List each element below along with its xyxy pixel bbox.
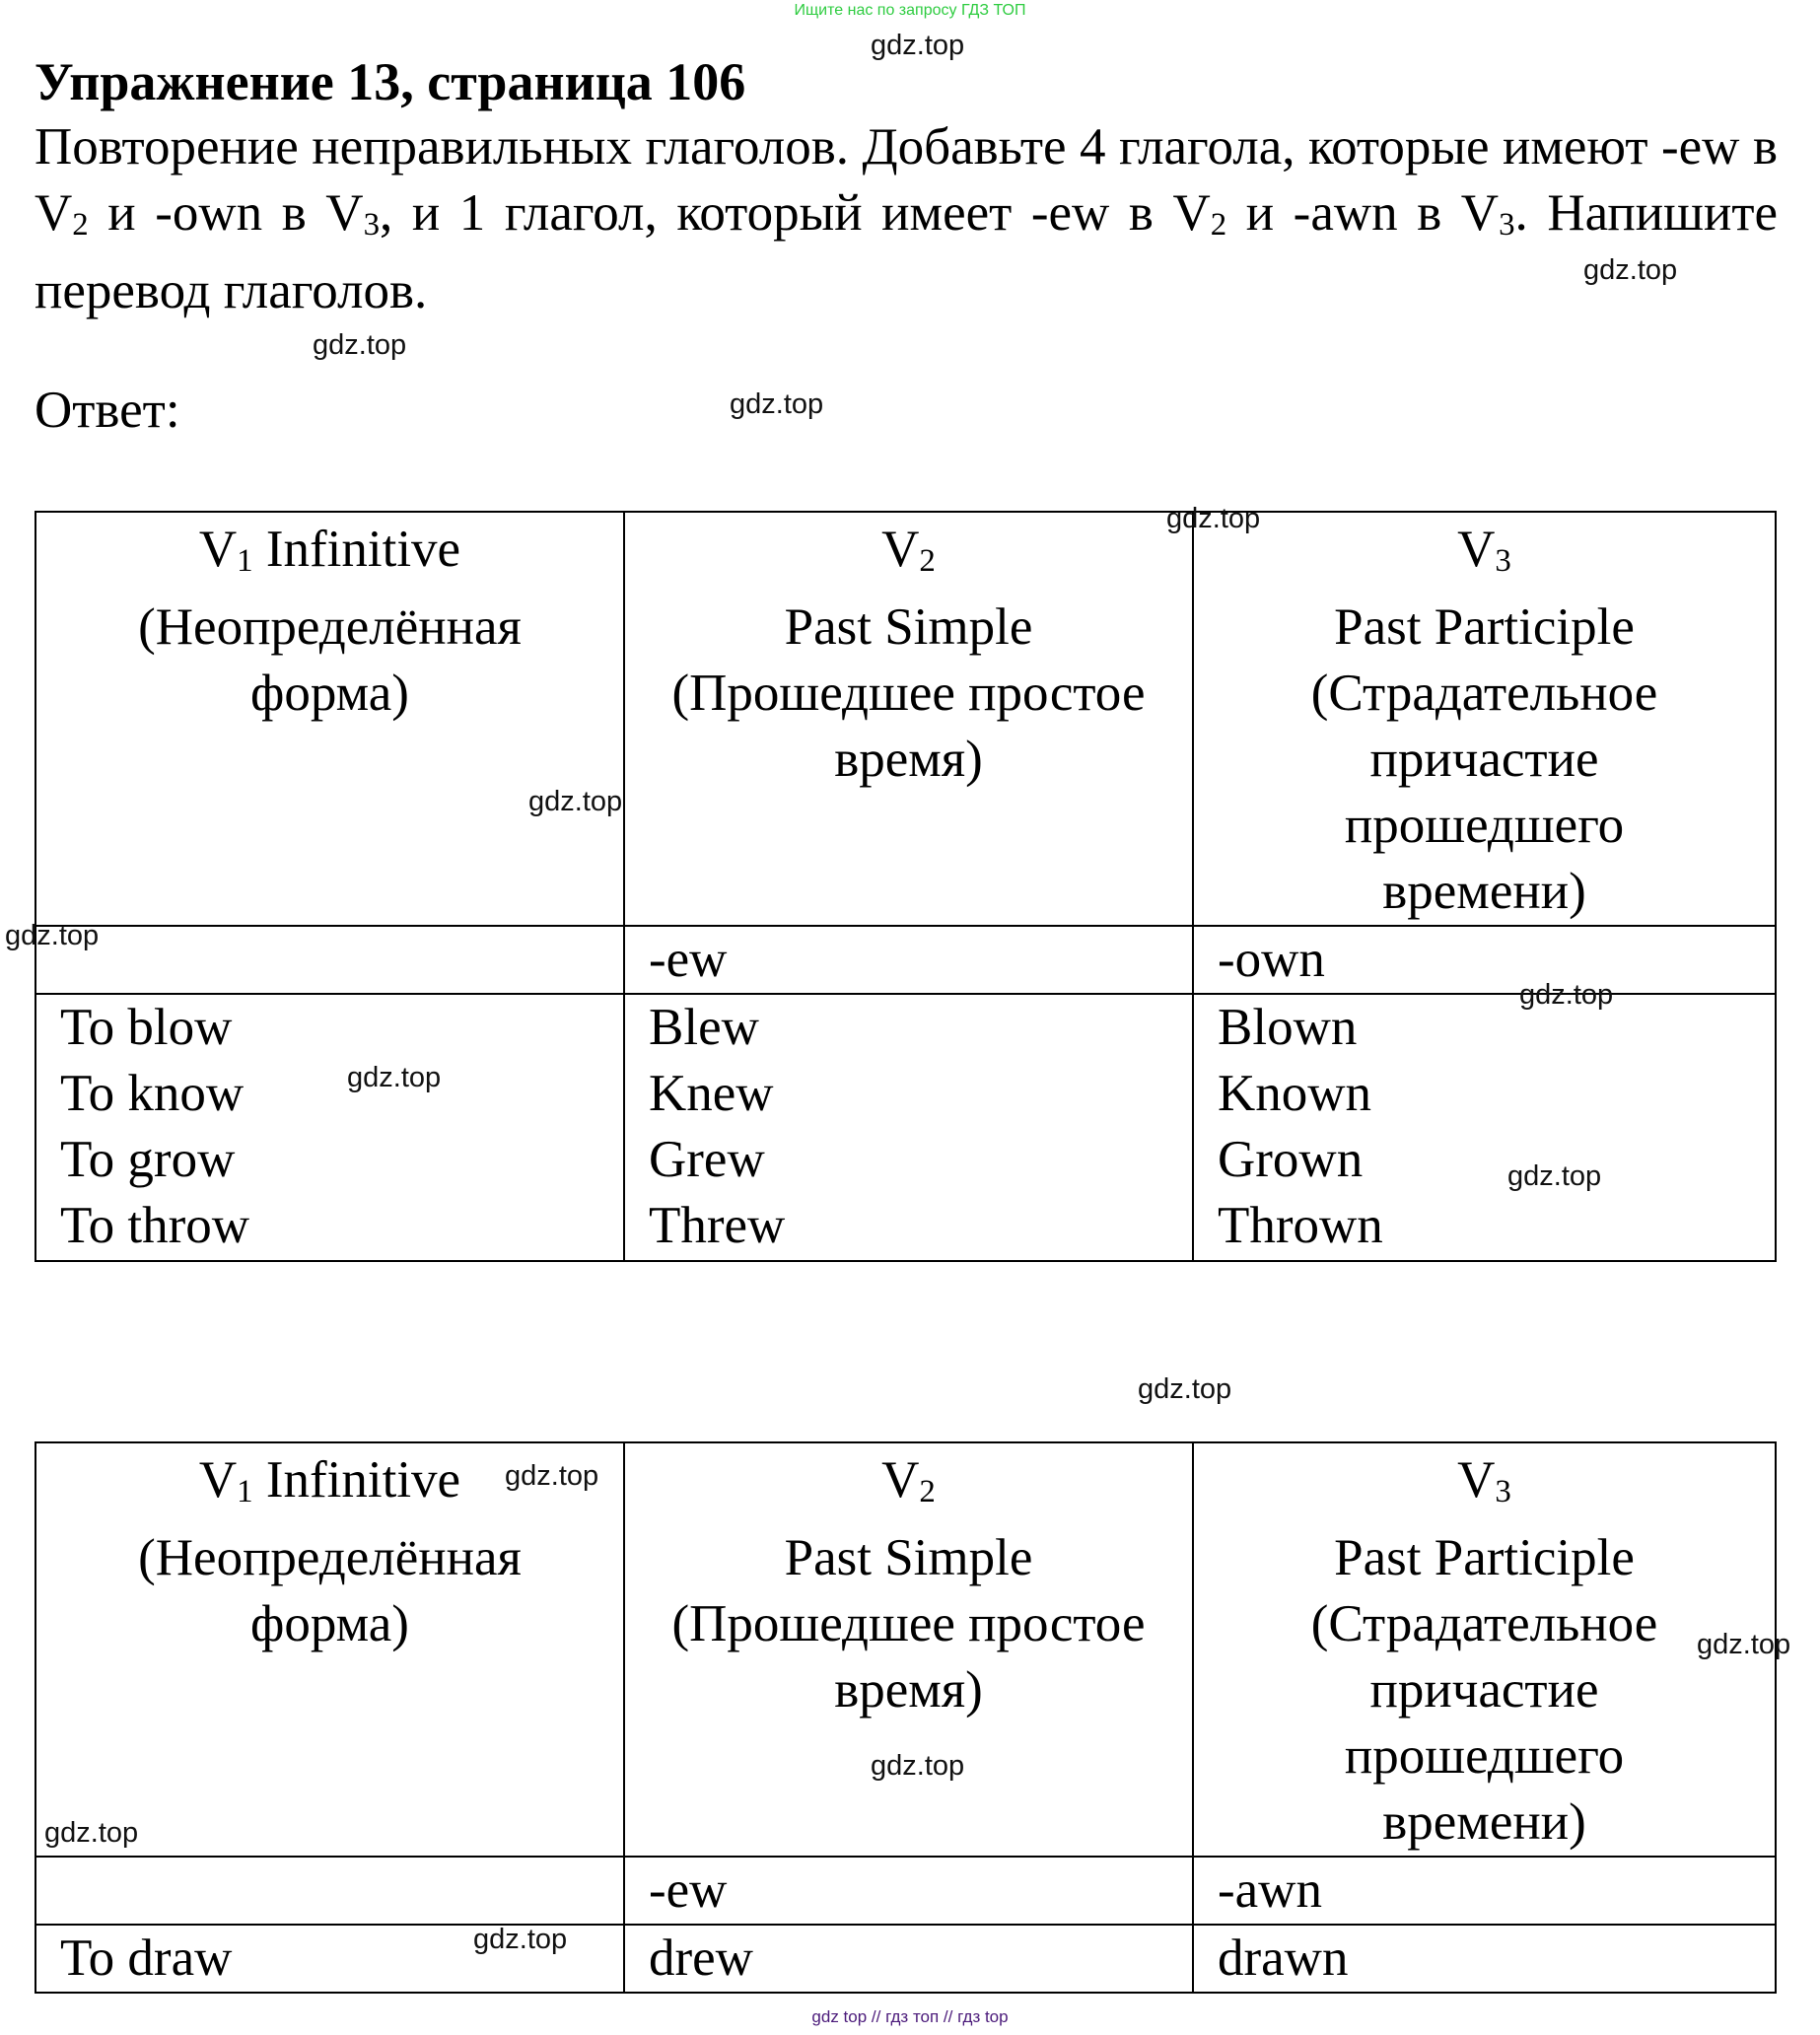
watermark: gdz.top xyxy=(505,1460,599,1492)
watermark: gdz.top xyxy=(1138,1373,1232,1405)
v3-cell: drawn xyxy=(1193,1925,1776,1993)
answer-label: Ответ: xyxy=(35,382,180,439)
footer-links: gdz top // гдз топ // гдз top xyxy=(811,2007,1009,2026)
endings-row xyxy=(35,926,1776,994)
v2-list: Blew Knew Grew Threw xyxy=(624,994,1193,1261)
watermark: gdz.top xyxy=(1583,254,1678,286)
watermark: gdz.top xyxy=(1166,503,1261,534)
ending-v3: -awn xyxy=(1193,1857,1776,1925)
table-row xyxy=(35,1925,1776,1993)
watermark: gdz.top xyxy=(1697,1629,1791,1660)
watermark: gdz.top xyxy=(1519,979,1614,1011)
header-v3: $V_3$ Past Participle (Страдательное причастие прошедшего времени) xyxy=(1193,1442,1776,1857)
watermark: gdz.top xyxy=(1507,1160,1602,1192)
page-title: Упражнение 13, страница 106 xyxy=(35,52,746,111)
v1-cell: To draw xyxy=(35,1925,624,1993)
promo-banner: Ищите нас по запросу ГДЗ ТОП xyxy=(794,2,1026,19)
watermark: gdz.top xyxy=(313,329,407,361)
watermark: gdz.top xyxy=(528,786,623,817)
ending-v2: -ew xyxy=(624,926,1193,994)
v1-list: To blow To know To grow To throw xyxy=(35,994,624,1261)
v2-cell: drew xyxy=(624,1925,1193,1993)
verbs-table-awn xyxy=(35,1441,1777,1994)
ending-v3: -own xyxy=(1193,926,1776,994)
table-header-row xyxy=(35,512,1776,926)
table-header-row xyxy=(35,1442,1776,1857)
watermark: gdz.top xyxy=(730,388,824,420)
ending-v2: -ew xyxy=(624,1857,1193,1925)
header-v3: $V_3$ Past Participle (Страдательное причастие прошедшего времени) xyxy=(1193,512,1776,926)
watermark: gdz.top xyxy=(44,1817,139,1849)
table-row xyxy=(35,994,1776,1261)
task-text: Повторение неправильных глаголов. Добавьте 4 глагола, которые имеют -ew в $V_2$ и -own в $V_3$, и 1 глагол, который имеет -ew в $V_2$ и -awn в $V_3$. Напишите перевод глаголов. xyxy=(35,118,1779,319)
verbs-table-own xyxy=(35,511,1777,1262)
v3-list: Blown Known Grown Thrown xyxy=(1193,994,1776,1261)
watermark: gdz.top xyxy=(5,920,100,951)
watermark: gdz.top xyxy=(871,1750,965,1782)
header-v1: $V_1$ Infinitive (Неопределённая форма) xyxy=(35,512,624,926)
header-v2: $V_2$ Past Simple (Прошедшее простое время) xyxy=(624,1442,1193,1857)
watermark: gdz.top xyxy=(871,30,965,61)
watermark: gdz.top xyxy=(347,1062,442,1093)
watermark: gdz.top xyxy=(473,1924,568,1955)
header-v2: $V_2$ Past Simple (Прошедшее простое время) xyxy=(624,512,1193,926)
header-v1: $V_1$ Infinitive (Неопределённая форма) xyxy=(35,1442,624,1857)
endings-row xyxy=(35,1857,1776,1925)
